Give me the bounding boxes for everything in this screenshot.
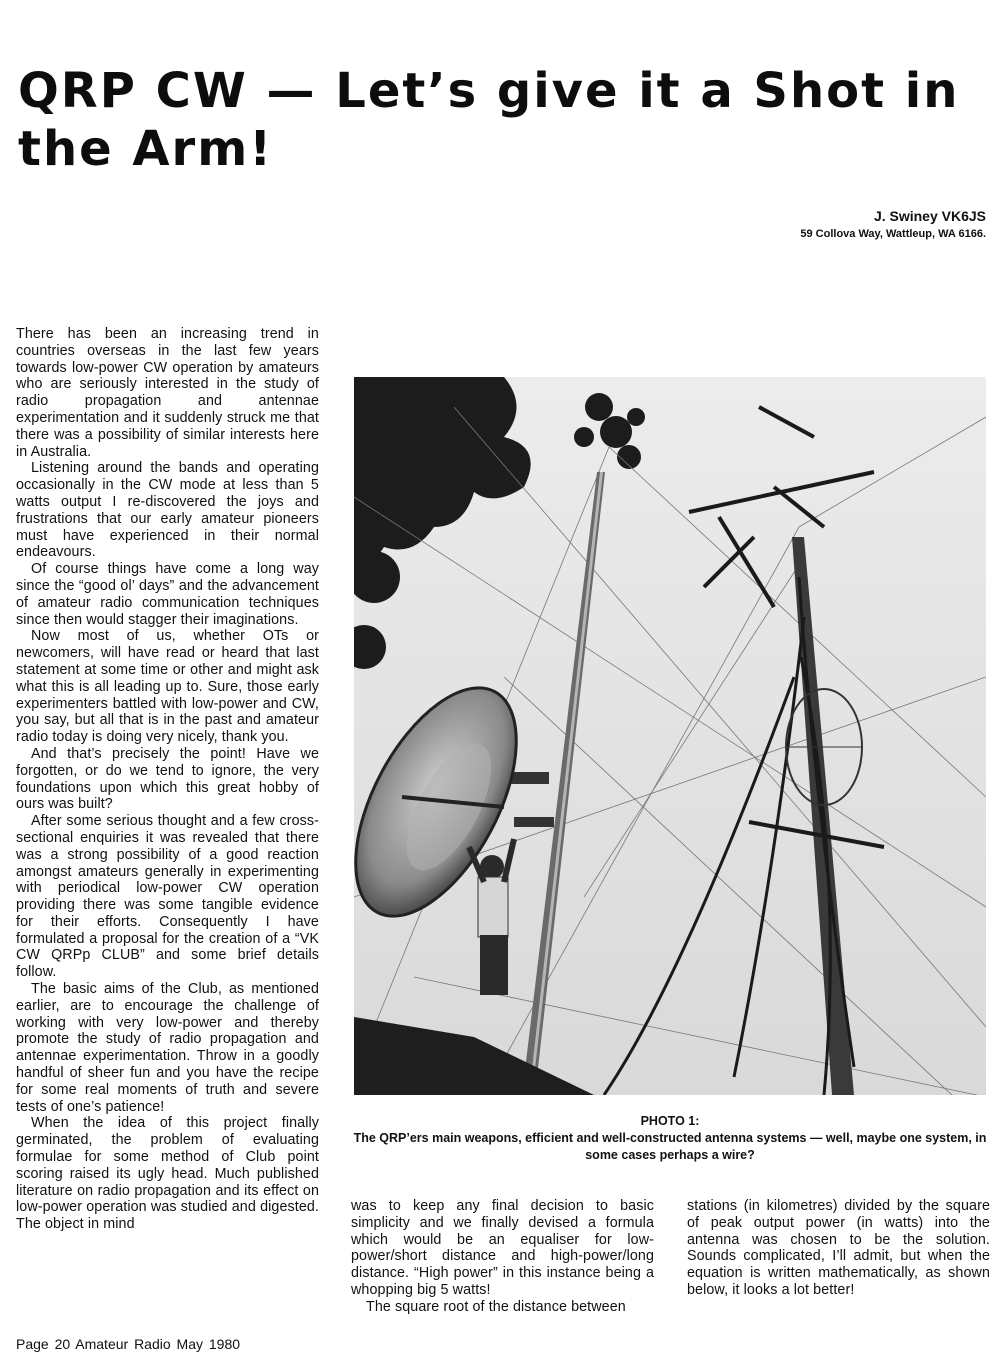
body-column-1	[16, 326, 319, 1233]
paragraph: stations (in kilometres) divided by the square of peak output power (in watts) into the antenna was chosen to be the solution. Sounds complicated, I’ll admit, but when the equation is written mathematically, as shown below, it looks a lot better!	[687, 1198, 990, 1298]
body-column-3	[687, 1198, 990, 1299]
page-footer: Page 20 Amateur Radio May 1980	[16, 1336, 241, 1352]
photo-label: PHOTO 1:	[640, 1114, 700, 1128]
paragraph: Listening around the bands and operating occasionally in the CW mode at less than 5 watts output I re-discovered the joys and frustrations that our early amateur pioneers must have experienced in their normal endeavours.	[16, 460, 319, 561]
paragraph: Now most of us, whether OTs or newcomers, will have read or heard that last statement at some time or other and might ask what this is all leading up to. Sure, those early experimenters battled with low-power and CW, you say, but all that is in the past and amateur radio today is doing very nicely, thank you.	[16, 628, 319, 746]
antenna-photo	[354, 377, 986, 1095]
photo-caption	[350, 1113, 990, 1164]
author-block	[800, 208, 986, 240]
author-name: J. Swiney VK6JS	[873, 208, 986, 224]
author-address: 59 Collova Way, Wattleup, WA 6166.	[800, 228, 986, 240]
paragraph: was to keep any final decision to basic simplicity and we finally devised a formula which would be an equaliser for low-power/short distance and high-power/long distance. “High power” in this instance being a whopping big 5 watts!	[351, 1198, 654, 1298]
paragraph: The square root of the distance between	[366, 1298, 626, 1315]
article-title: QRP CW — Let’s give it a Shot in the Arm!	[18, 63, 960, 177]
photo-caption-text: The QRP’ers main weapons, efficient and well-constructed antenna systems — well, maybe one system, in some cases perhaps a wire?	[353, 1131, 987, 1162]
paragraph: The basic aims of the Club, as mentioned earlier, are to encourage the challenge of working with very low-power and thereby promote the study of radio propagation and antennae experimentation. Throw in a goodly handful of sheer fun and you have the recipe for some real moments of truth and severe tests of one’s patience!	[16, 981, 319, 1115]
paragraph: There has been an increasing trend in countries overseas in the last few years towards low-power CW operation by amateurs who are seriously interested in the study of radio propagation and antennae experimentation and it suddenly struck me that there was a possibility of similar interests here in Australia.	[16, 326, 319, 460]
paragraph: After some serious thought and a few cross-sectional enquiries it was revealed that there was a strong possibility of a good reaction amongst amateurs generally in experimenting with periodical low-power CW operation providing there was some tangible evidence for their efforts. Consequently I have formulated a proposal for the creation of a “VK CW QRPp CLUB” and some brief details follow.	[16, 813, 319, 981]
paragraph: And that’s precisely the point! Have we forgotten, or do we tend to ignore, the very foundations upon which this great hobby of ours was built?	[16, 745, 319, 813]
antenna-photo-illustration	[354, 377, 986, 1095]
body-column-2	[351, 1198, 654, 1316]
paragraph: When the idea of this project finally germinated, the problem of evaluating formulae for some method of Club point scoring raised its ugly head. Much published literature on radio propagation and its effect on low-power operation was studied and digested. The object in mind	[16, 1115, 319, 1233]
paragraph: Of course things have come a long way since the “good ol’ days” and the advancement of amateur radio communication techniques since then would stagger their imaginations.	[16, 561, 319, 628]
